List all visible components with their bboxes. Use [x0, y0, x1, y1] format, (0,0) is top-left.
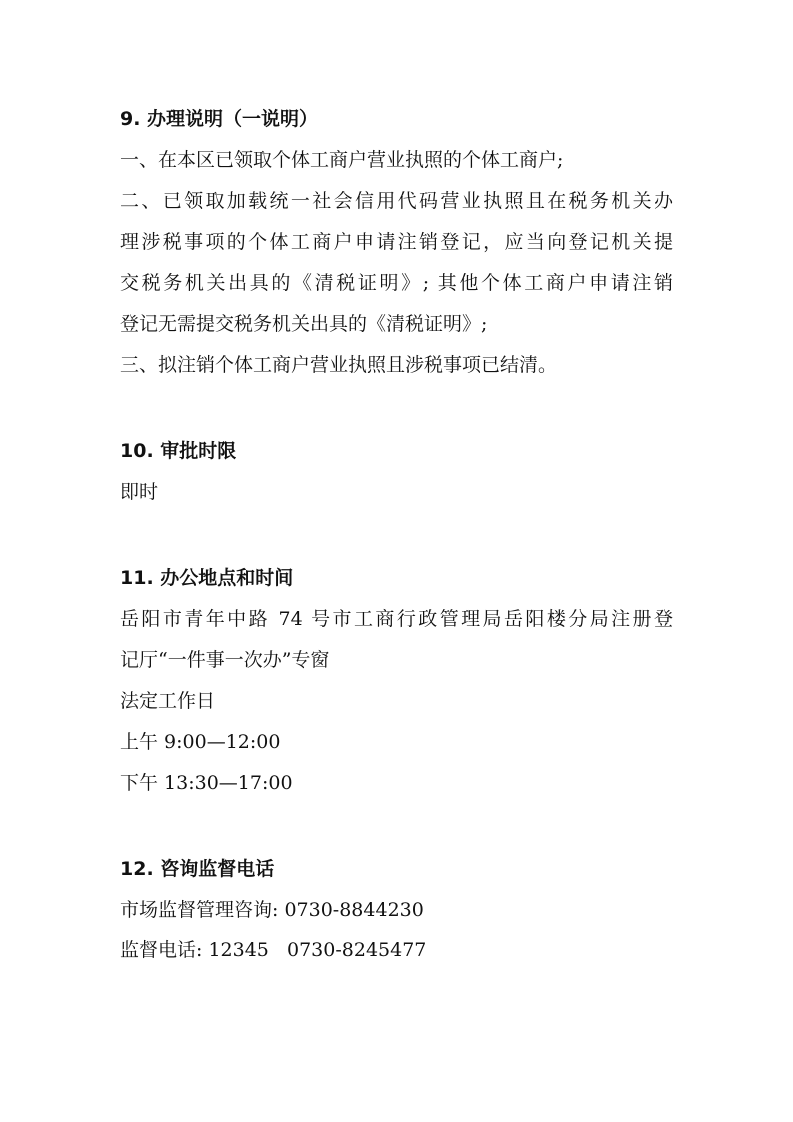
paragraph-line: 上午 9:00—12:00 — [120, 731, 281, 753]
paragraph-line: 三、拟注销个体工商户营业执照且涉税事项已结清。 — [120, 354, 558, 376]
paragraph-line: 一、在本区已领取个体工商户营业执照的个体工商户; — [120, 149, 564, 171]
paragraph-line: 市场监督管理咨询: 0730-8844230 — [120, 899, 424, 921]
section-heading-approval-time: 10. 审批时限 — [120, 440, 237, 462]
section-heading-handling-notes: 9. 办理说明（一说明） — [120, 108, 319, 130]
paragraph-line: 记厅“一件事一次办”专窗 — [120, 649, 330, 671]
section-heading-office-location-hours: 11. 办公地点和时间 — [120, 567, 294, 589]
paragraph-line: 二、已领取加载统一社会信用代码营业执照且在税务机关办 — [120, 190, 673, 212]
paragraph-line: 理涉税事项的个体工商户申请注销登记，应当向登记机关提 — [120, 231, 673, 253]
paragraph-line: 即时 — [120, 481, 159, 503]
paragraph-line: 法定工作日 — [120, 690, 216, 712]
paragraph-line: 岳阳市青年中路 74 号市工商行政管理局岳阳楼分局注册登 — [120, 608, 673, 630]
paragraph-line: 登记无需提交税务机关出具的《清税证明》; — [120, 313, 488, 335]
paragraph-line: 交税务机关出具的《清税证明》; 其他个体工商户申请注销 — [120, 272, 673, 294]
section-heading-hotline: 12. 咨询监督电话 — [120, 858, 275, 880]
paragraph-line: 下午 13:30—17:00 — [120, 772, 293, 794]
paragraph-line: 监督电话: 12345 0730-8245477 — [120, 939, 427, 961]
